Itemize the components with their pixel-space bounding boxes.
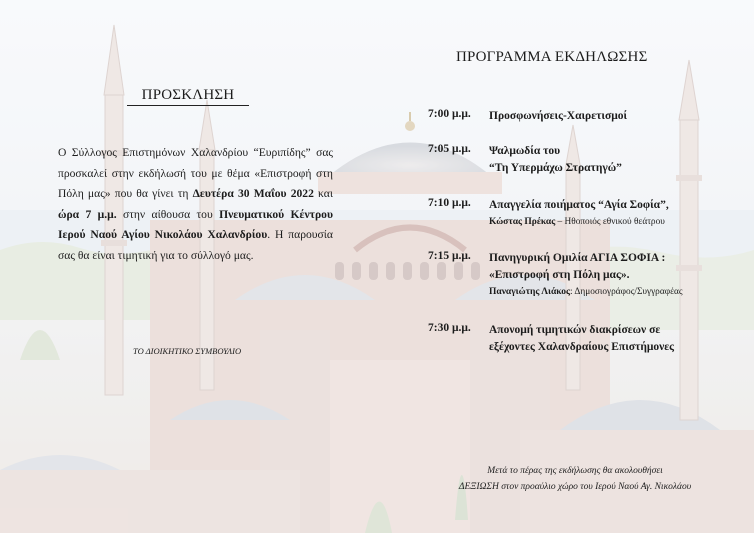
program-item-time: 7:10 μ.μ. [428,197,471,209]
footer-line: Μετά το πέρας της εκδήλωσης θα ακολουθήσει [487,466,663,476]
program-item-desc [489,108,739,125]
speaker-role: – Ηθοποιός εθνικού θεάτρου [555,217,665,227]
signature-board: ΤΟ ΔΙΟΙΚΗΤΙΚΟ ΣΥΜΒΟΥΛΙΟ [133,346,242,356]
invitation-title: ΠΡΟΣΚΛΗΣΗ [127,87,249,106]
program-item-line: Προσφωνήσεις-Χαιρετισμοί [489,110,628,122]
program-item-speaker [489,214,739,231]
invitation-text [58,143,333,266]
event-venue: Πνευματικού Κέντρου Ιερού Ναού Αγίου Νικολάου Χαλανδρίου [58,207,334,241]
program-item-desc [489,322,739,356]
event-time: ώρα 7 μ.μ. [58,207,117,221]
program-item-desc [489,143,739,177]
program-item-speaker [489,284,739,301]
program-item-time: 7:05 μ.μ. [428,143,471,155]
program-item-line: Ψαλμωδία του [489,145,561,157]
program-item-time: 7:30 μ.μ. [428,322,471,334]
program-item-desc [489,197,739,231]
event-date: Δευτέρα 30 Μαΐου 2022 [192,187,314,200]
program-item-line: «Επιστροφή στη Πόλη μας». [489,269,630,281]
program-footer [380,463,754,495]
program-title: ΠΡΟΓΡΑΜΜΑ ΕΚΔΗΛΩΣΗΣ [456,49,648,65]
invitation-text-part: στην αίθουσα του [116,207,220,221]
footer-line: ΔΕΞΙΩΣΗ στον προαύλιο χώρο του Ιερού Ναού Αγ. Νικολάου [458,482,692,492]
invitation-text-part: και [313,187,333,200]
speaker-name: Κώστας Πρέκας [489,217,556,227]
program-item-time: 7:00 μ.μ. [428,108,471,120]
program-item-line: “Τη Υπερμάχω Στρατηγώ” [489,162,622,174]
invitation-text-part: Ο Σύλλογος Επιστημόνων Χαλανδρίου “Ευριπίδης” σας προσκαλεί στην εκδήλωσή του με θέμα «Επιστροφή στη Πόλη μας» που θα γίνει τη [58,146,333,200]
program-item-line: εξέχοντες Χαλανδραίους Επιστήμονες [489,341,675,353]
program-item-line: Απονομή τιμητικών διακρίσεων σε [489,324,661,336]
program-item-line: Πανηγυρική Ομιλία ΑΓΙΑ ΣΟΦΙΑ : [489,252,666,264]
program-item-time: 7:15 μ.μ. [428,250,471,262]
program-item-line: Απαγγελία ποιήματος “Αγία Σοφία”, [489,199,669,211]
invitation-text-part: . Η παρουσία σας θα είναι τιμητική για το σύλλογό μας. [58,228,333,262]
speaker-role: : Δημοσιογράφος/Συγγραφέας [570,287,683,297]
program-item-desc [489,250,739,301]
speaker-name: Παναγιώτης Λιάκος [489,287,571,297]
